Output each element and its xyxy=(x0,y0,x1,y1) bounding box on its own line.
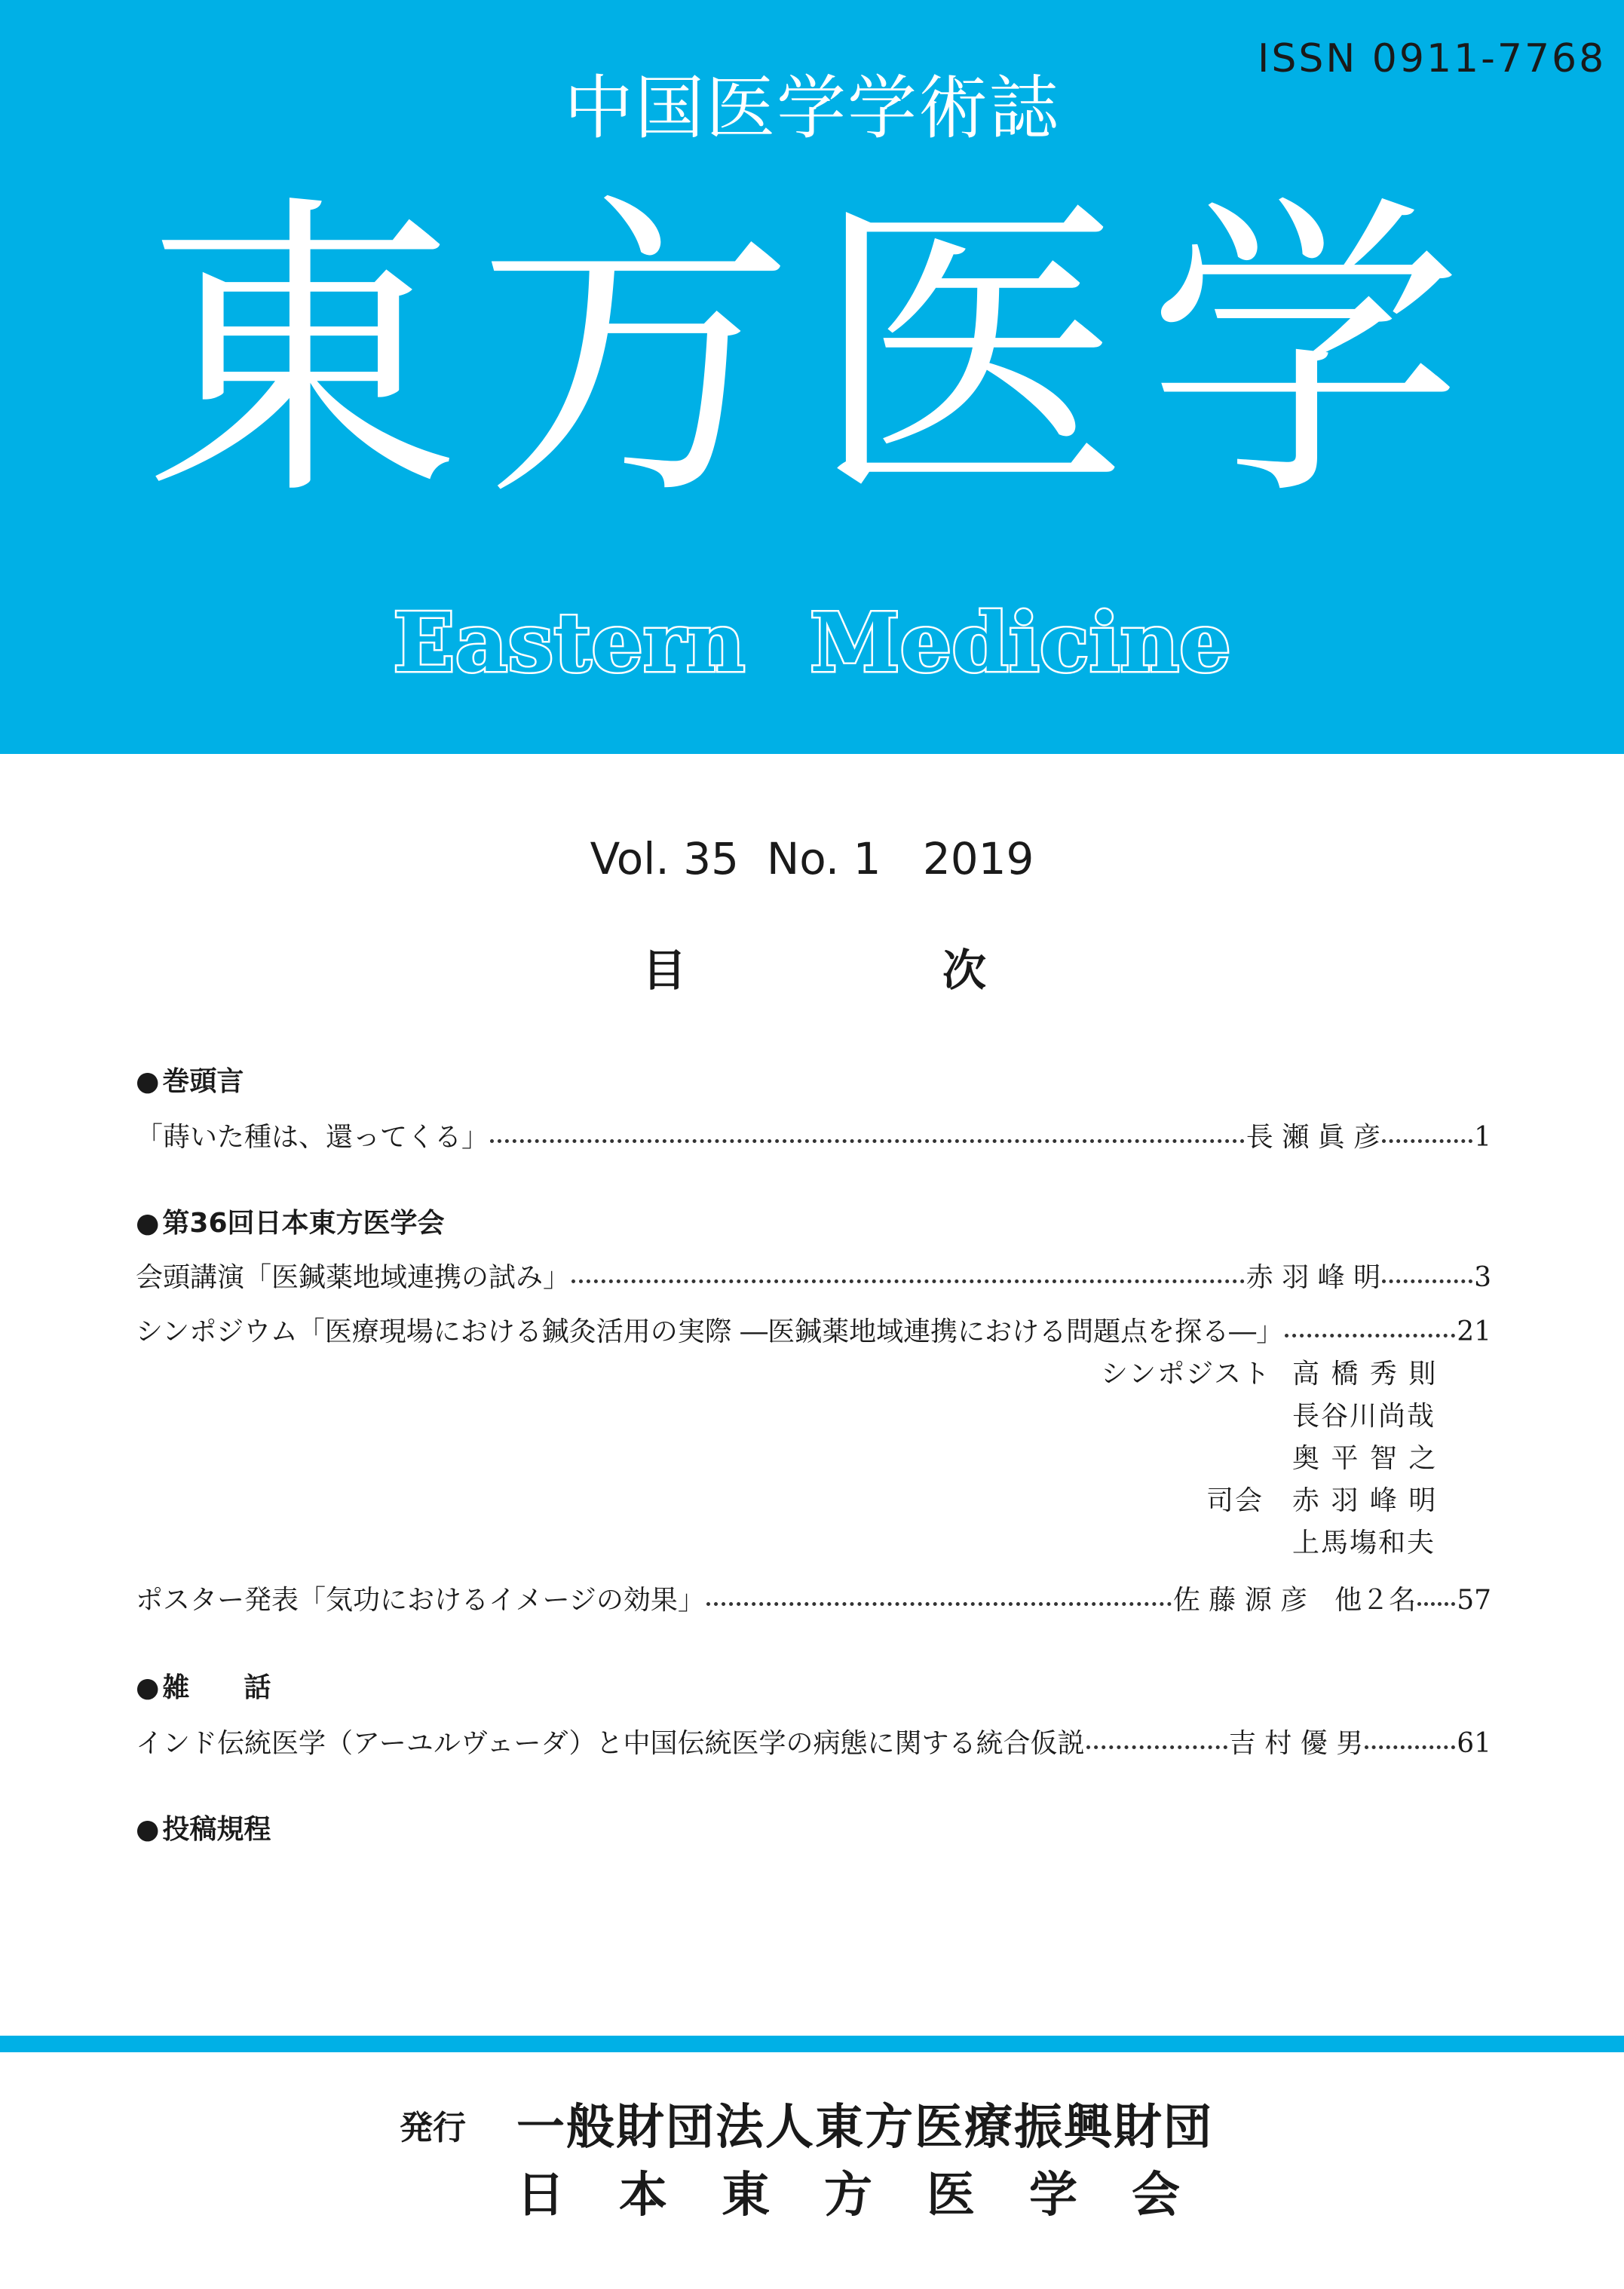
journal-subtitle: 中国医学学術誌 xyxy=(563,68,1060,149)
symposists-label: シンポジスト xyxy=(1101,1359,1272,1390)
contents-heading-left: 目 xyxy=(642,945,687,996)
toc-entry-author: 佐 藤 源 彦 他２名 xyxy=(1172,1585,1417,1616)
contents-heading-right: 次 xyxy=(942,945,987,996)
publisher-name: 一般財団法人東方医療振興財団 xyxy=(516,2100,1213,2156)
dot-leader xyxy=(1417,1602,1455,1606)
dot-leader xyxy=(1382,1139,1472,1143)
dot-leader xyxy=(490,1139,1245,1143)
toc-entry[interactable] xyxy=(136,1116,1491,1154)
journal-title: 東方医学 xyxy=(142,170,1482,538)
toc-entry-title: 「蒔いた種は、還ってくる」 xyxy=(136,1122,489,1153)
dot-leader xyxy=(1086,1745,1227,1749)
toc-entry-author: 吉 村 優 男 xyxy=(1228,1728,1364,1759)
toc-entry-title: ポスター発表「気功におけるイメージの効果」 xyxy=(136,1585,705,1616)
section-heading: ● 巻頭言 xyxy=(136,1066,244,1097)
toc-entry-page: 1 xyxy=(1474,1122,1491,1153)
toc-entry[interactable] xyxy=(136,1722,1491,1760)
chair-name: 上馬塲和夫 xyxy=(1292,1528,1436,1558)
issn: ISSN 0911-7768 xyxy=(1258,36,1607,81)
volume-line: Vol. 35 No. 1 2019 xyxy=(590,833,1034,884)
symposist-name: 高 橋 秀 則 xyxy=(1292,1359,1438,1390)
toc-entry[interactable] xyxy=(136,1579,1491,1617)
publisher-label: 発行 xyxy=(400,2109,466,2147)
bullet-icon: ● xyxy=(136,1672,160,1703)
toc-entry-title: インド伝統医学（アーユルヴェーダ）と中国伝統医学の病態に関する統合仮説 xyxy=(136,1728,1085,1759)
toc-entry-author: 長 瀬 眞 彦 xyxy=(1246,1122,1381,1153)
dot-leader xyxy=(571,1279,1245,1283)
publisher-society: 日本東方医学会 xyxy=(516,2168,1234,2223)
bullet-icon: ● xyxy=(136,1208,160,1239)
journal-english-title: Eastern Medicine xyxy=(393,596,1231,691)
toc-entry-title: シンポジウム「医療現場における鍼灸活用の実際 ―医鍼薬地域連携における問題点を探る―」 xyxy=(136,1316,1284,1347)
chair-name: 赤 羽 峰 明 xyxy=(1292,1485,1438,1516)
dot-leader xyxy=(1365,1745,1455,1749)
toc-entry-title: 会頭講演「医鍼薬地域連携の試み」 xyxy=(136,1262,571,1293)
dot-leader xyxy=(1285,1334,1455,1338)
toc-entry-page: 61 xyxy=(1457,1728,1491,1759)
toc-entry[interactable] xyxy=(136,1256,1491,1295)
section-heading: ● 第36回日本東方医学会 xyxy=(136,1208,445,1239)
dot-leader xyxy=(1382,1279,1472,1283)
toc-entry-author: 赤 羽 峰 明 xyxy=(1246,1262,1381,1293)
symposist-name: 奥 平 智 之 xyxy=(1292,1443,1438,1474)
bullet-icon: ● xyxy=(136,1814,160,1845)
section-heading: ● 投稿規程 xyxy=(136,1814,271,1845)
toc-entry[interactable] xyxy=(136,1310,1491,1349)
bullet-icon: ● xyxy=(136,1066,160,1097)
symposist-name: 長谷川尚哉 xyxy=(1292,1401,1436,1432)
toc-entry-page: 3 xyxy=(1474,1262,1491,1293)
dot-leader xyxy=(706,1602,1172,1606)
footer-divider xyxy=(0,2036,1624,2052)
toc-entry-page: 57 xyxy=(1457,1585,1491,1616)
chair-label: 司会 xyxy=(1206,1485,1264,1516)
section-heading: ● 雑 話 xyxy=(136,1672,271,1703)
toc-entry-page: 21 xyxy=(1457,1316,1491,1347)
cover-header xyxy=(0,0,1624,754)
